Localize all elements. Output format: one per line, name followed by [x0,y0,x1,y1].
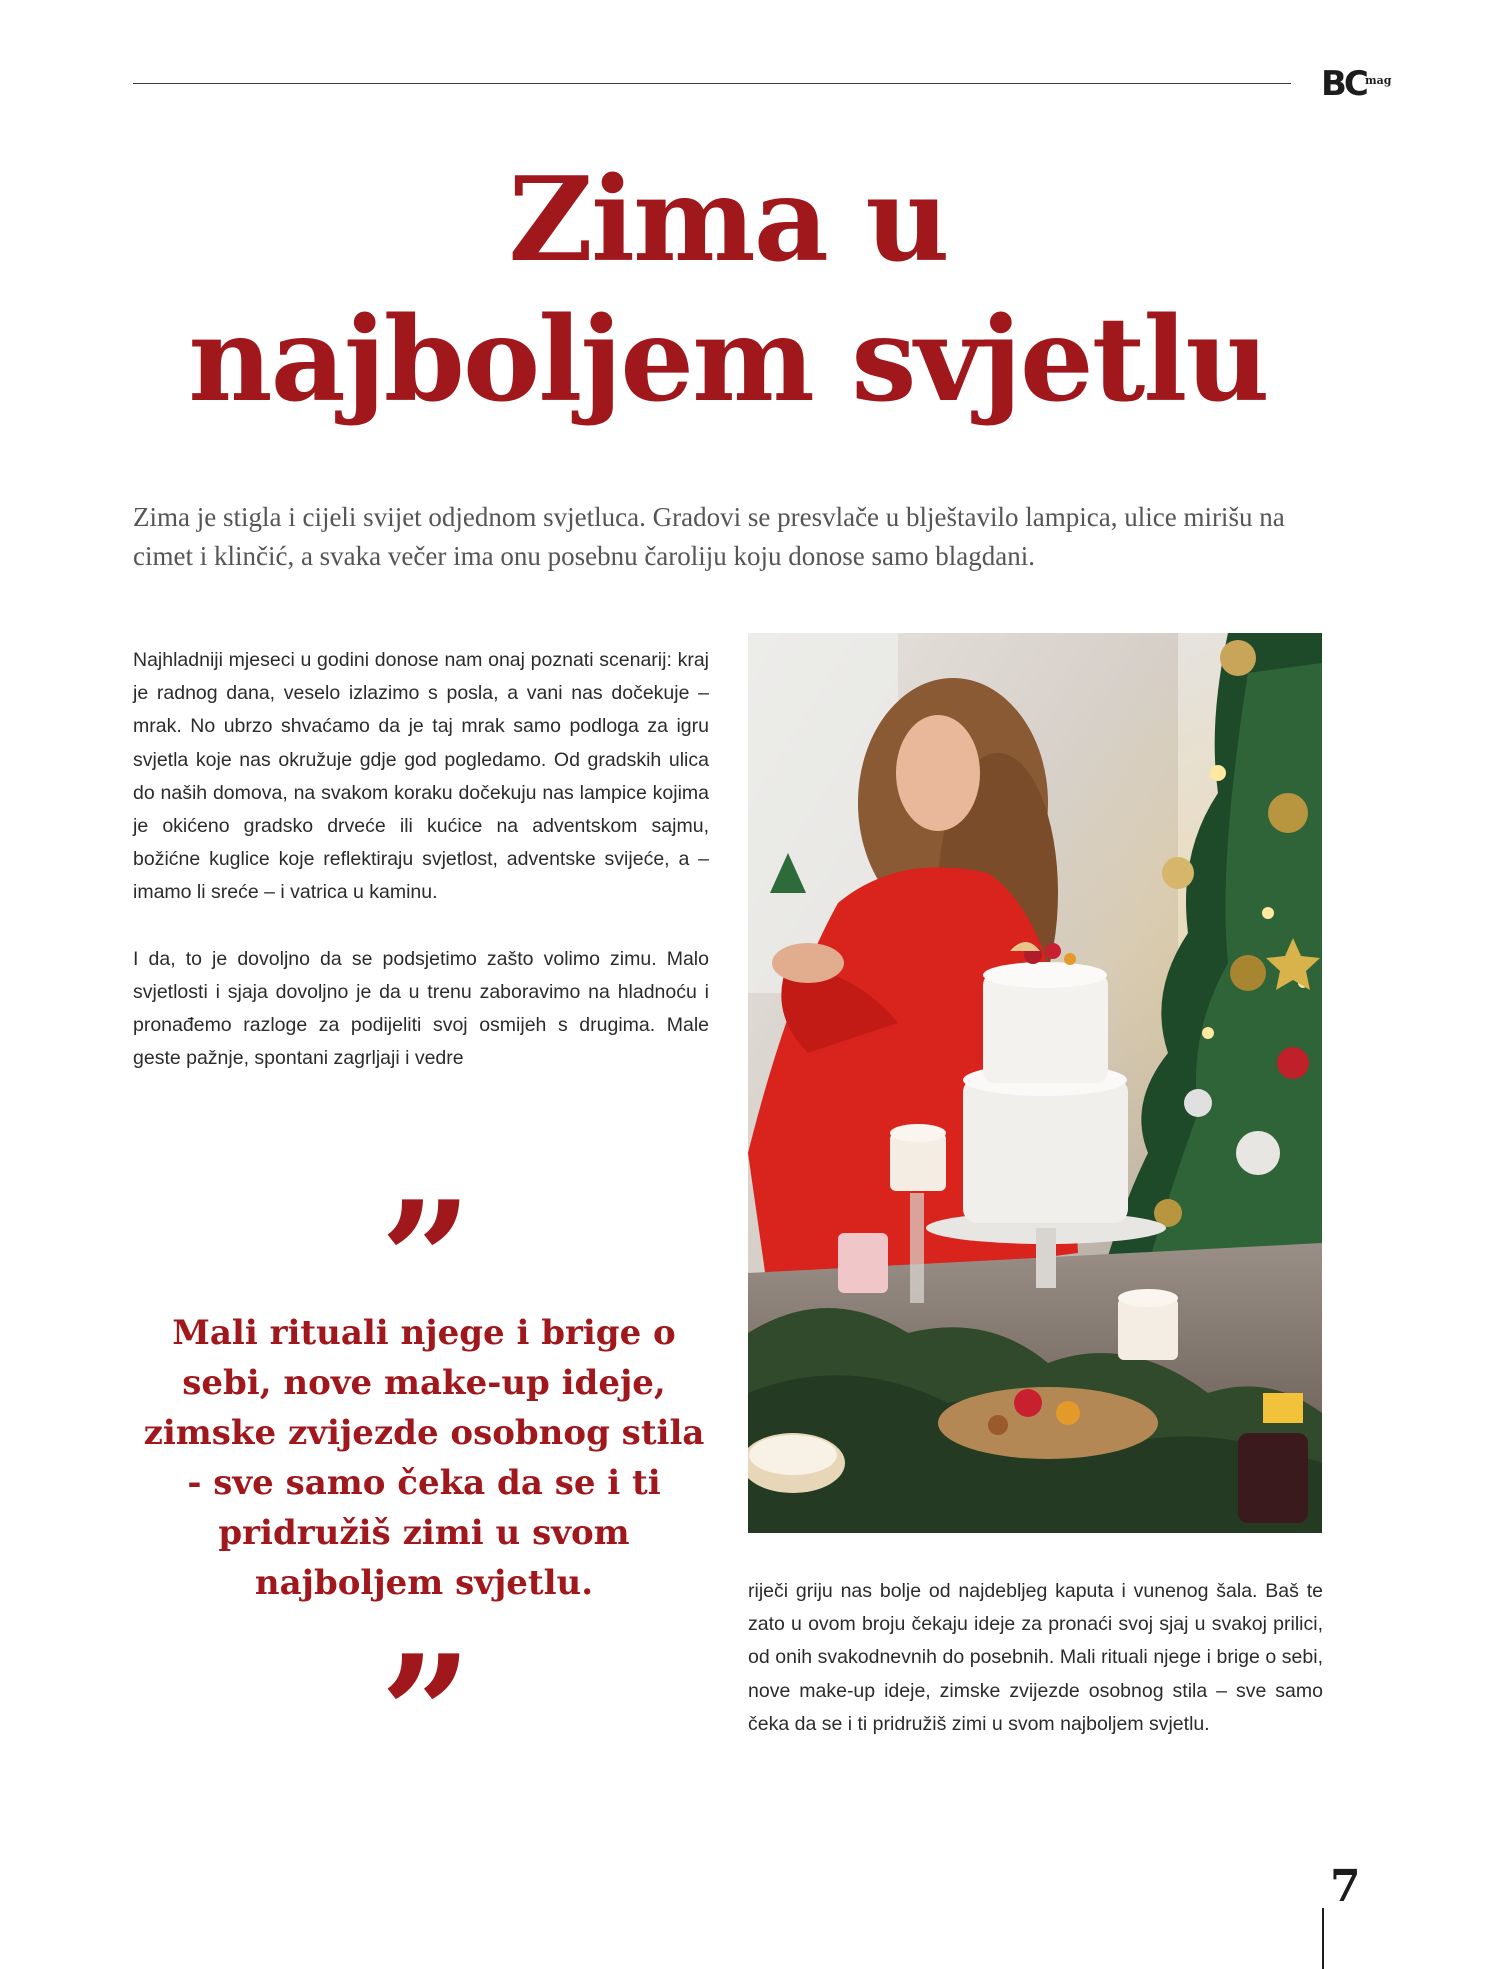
pull-quote: Mali rituali njege i brige o sebi, nove make-up ideje, zimske zvijezde osobnog stila - sve samo čeka da se i ti pridružiš zimi u svom najboljem svjetlu. [143,1313,705,1603]
article-intro: Zima je stigla i cijeli svijet odjednom svjetluca. Gradovi se presvlače u blještavilo lampica, ulice mirišu na cimet i klinčić, a svaka večer ima onu posebnu čaroliju koju donose samo blagdani. [133,502,1285,571]
title-line-2: najboljem svjetlu [188,292,1268,428]
page-number: 7 [1330,1861,1361,1912]
logo-sub: mag [1365,74,1392,87]
title-line-1: Zima u [508,152,948,288]
magazine-logo [1321,64,1392,104]
logo-main: BC [1321,64,1366,104]
article-title [0,150,1456,430]
article-photo [748,633,1322,1533]
quote-open-icon: ” [379,1166,473,1354]
header-rule [133,83,1291,84]
page-number-rule [1322,1908,1324,1969]
left-column [133,644,709,1108]
paragraph-1: Najhladniji mjeseci u godini donose nam onaj poznati scenarij: kraj je radnog dana, veselo izlazimo s posla, a vani nas dočekuje – mrak. No ubrzo shvaćamo da je taj mrak samo podloga za igru svjetla koje nas okružuje gdje god pogledamo. Od gradskih ulica do naših domova, na svakom koraku dočekuju nas lampice kojima je okićeno gradsko drveće ili kućice na adventskom sajmu, božićne kuglice koje reflektiraju svjetlost, adventske svijeće, a – imamo li sreće – i vatrica u kaminu. [133,649,709,904]
paragraph-3: riječi griju nas bolje od najdebljeg kaputa i vunenog šala. Baš te zato u ovom broju čekaju ideje za pronaći svoj sjaj u svakoj prilici, od onih svakodnevnih do posebnih. Mali rituali njege i brige o sebi, nove make-up ideje, zimske zvijezde osobnog stila – sve samo čeka da se i ti pridružiš zimi u svom najboljem svjetlu. [748,1580,1323,1735]
photo-illustration [748,633,1322,1533]
paragraph-2: I da, to je dovoljno da se podsjetimo zašto volimo zimu. Malo svjetlosti i sjaja dovoljno je da u trenu zaboravimo na hladnoću i pronađemo razloge za podijeliti svoj osmijeh s drugima. Male geste pažnje, spontani zagrljaji i vedre [133,947,709,1070]
quote-close-icon: ” [379,1620,473,1808]
